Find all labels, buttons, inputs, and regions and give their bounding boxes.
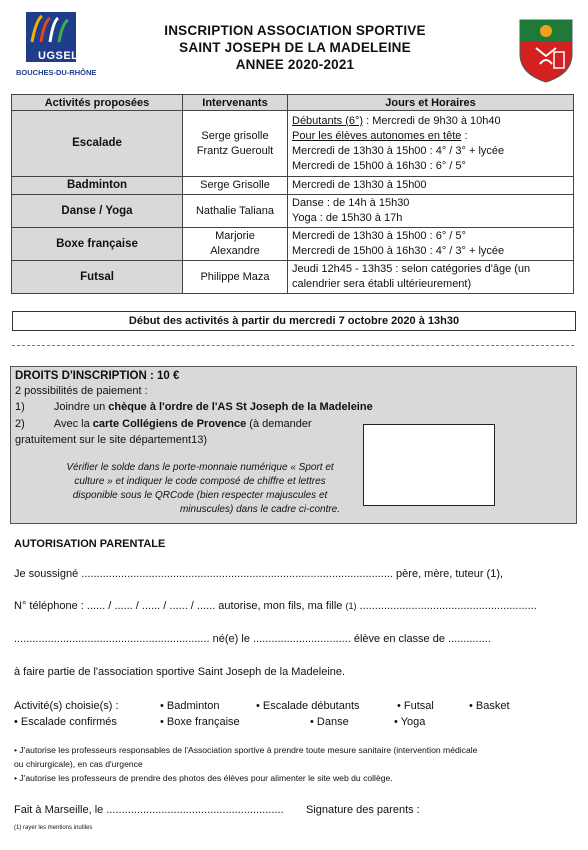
activity-choice-basket[interactable]: • Basket bbox=[469, 700, 510, 712]
activities-table bbox=[11, 94, 574, 294]
option-number: 2) bbox=[15, 418, 25, 430]
line-guardian bbox=[14, 568, 503, 580]
activity-cell: Escalade bbox=[12, 111, 183, 177]
birth-class-field[interactable]: ................................................................ né(e) le ................................ élève en classe de .............. bbox=[14, 633, 491, 645]
consent-medical-line2: ou chirurgicale), en cas d'urgence bbox=[14, 759, 143, 769]
option-text: Joindre un bbox=[53, 401, 109, 413]
dashed-divider bbox=[12, 345, 574, 346]
page-title bbox=[130, 22, 460, 73]
payment-option-2 bbox=[15, 418, 312, 430]
activity-cell: Futsal bbox=[12, 261, 183, 294]
option-text-post: (à demander bbox=[246, 418, 312, 430]
staff-cell bbox=[183, 228, 288, 261]
option-text: Avec la bbox=[53, 418, 93, 430]
title-line: ANNEE 2020-2021 bbox=[235, 57, 355, 72]
activities-label: Activité(s) choisie(s) : bbox=[14, 700, 119, 712]
qr-code-entry-box[interactable] bbox=[363, 424, 495, 506]
guardian-name-field[interactable]: Je soussigné ...................................................................................................... bbox=[14, 568, 393, 580]
staff-name: Frantz Gueroult bbox=[196, 144, 274, 157]
start-notice: Début des activités à partir du mercredi 7 octobre 2020 à 13h30 bbox=[12, 311, 576, 331]
table-row bbox=[12, 177, 574, 195]
registration-fees-box bbox=[10, 366, 577, 524]
activity-cell: Boxe française bbox=[12, 228, 183, 261]
consent-photos: • J'autorise les professeurs de prendre des photos des élèves pour alimenter le site web du collège. bbox=[14, 773, 393, 783]
payment-option-1 bbox=[15, 401, 373, 413]
activity-choice-futsal[interactable]: • Futsal bbox=[397, 700, 434, 712]
activity-choice-danse[interactable]: • Danse bbox=[310, 716, 349, 728]
fees-intro: 2 possibilités de paiement : bbox=[15, 385, 148, 397]
parental-title: AUTORISATION PARENTALE bbox=[14, 538, 166, 550]
schedule-line: Mercredi de 13h30 à 15h00 : 4° / 3° + lycée bbox=[292, 144, 505, 157]
staff-cell bbox=[183, 111, 288, 177]
activity-choice-yoga[interactable]: • Yoga bbox=[394, 716, 426, 728]
qr-instructions bbox=[41, 461, 359, 517]
ugsel-dept-label: BOUCHES-DU-RHÔNE bbox=[16, 68, 97, 77]
title-line: INSCRIPTION ASSOCIATION SPORTIVE bbox=[164, 23, 426, 38]
col-header-staff: Intervenants bbox=[183, 95, 288, 111]
crest-shield-icon bbox=[518, 18, 574, 84]
schedule-line: Yoga : de 15h30 à 17h bbox=[292, 212, 403, 224]
ugsel-figures-icon bbox=[26, 12, 76, 48]
schedule-line: Mercredi de 13h30 à 15h00 : 6° / 5° bbox=[292, 230, 466, 242]
staff-cell: Nathalie Taliana bbox=[183, 195, 288, 228]
activity-choice-escalade-debutants[interactable]: • Escalade débutants bbox=[256, 700, 360, 712]
fees-title: DROITS D'INSCRIPTION : 10 € bbox=[15, 370, 180, 382]
activity-choice-escalade-confirmes[interactable]: • Escalade confirmés bbox=[14, 716, 117, 728]
signed-at-field[interactable]: Fait à Marseille, le .......................................................... bbox=[14, 804, 284, 816]
signature-label: Signature des parents : bbox=[306, 804, 420, 816]
schedule-text: : bbox=[461, 129, 468, 142]
schedule-line: Jeudi 12h45 - 13h35 : selon catégories d'âge (un bbox=[292, 263, 531, 275]
activity-cell: Danse / Yoga bbox=[12, 195, 183, 228]
option-bold-text: chèque à l'ordre de l'AS St Joseph de la Madeleine bbox=[108, 401, 373, 413]
note-line: Vérifier le solde dans le porte-monnaie numérique « Sport et bbox=[66, 462, 334, 473]
schedule-cell bbox=[288, 261, 574, 294]
schedule-line: calendrier sera établi ultérieurement) bbox=[292, 278, 472, 290]
schedule-text: : Mercredi de 9h30 à 10h40 bbox=[363, 114, 501, 127]
option-bold-text: carte Collégiens de Provence bbox=[92, 418, 247, 430]
schedule-line: Mercredi de 15h00 à 16h30 : 4° / 3° + lycée bbox=[292, 245, 505, 257]
table-row bbox=[12, 228, 574, 261]
footnote-ref: (1) bbox=[345, 601, 357, 611]
ugsel-logo bbox=[16, 12, 97, 84]
table-header-row bbox=[12, 95, 574, 111]
col-header-activities: Activités proposées bbox=[12, 95, 183, 111]
schedule-cell bbox=[288, 195, 574, 228]
col-header-schedule: Jours et Horaires bbox=[288, 95, 574, 111]
child-name-field[interactable]: .......................................................... bbox=[356, 600, 537, 612]
ugsel-logo-text: UGSEL bbox=[38, 50, 79, 62]
guardian-relation-label: père, mère, tuteur (1), bbox=[393, 568, 504, 580]
activity-choice-badminton[interactable]: • Badminton bbox=[160, 700, 220, 712]
title-line: SAINT JOSEPH DE LA MADELEINE bbox=[179, 40, 411, 55]
table-row bbox=[12, 261, 574, 294]
association-statement: à faire partie de l'association sportive Saint Joseph de la Madeleine. bbox=[14, 666, 346, 678]
note-line: minuscules) dans le cadre ci-contre. bbox=[179, 504, 341, 515]
schedule-line: Mercredi de 15h00 à 16h30 : 6° / 5° bbox=[292, 159, 466, 172]
staff-name: Serge grisolle bbox=[201, 129, 269, 142]
staff-name: Alexandre bbox=[210, 245, 260, 257]
line-phone bbox=[14, 600, 537, 612]
schedule-underlined: Débutants (6°) bbox=[292, 114, 364, 127]
table-row bbox=[12, 111, 574, 177]
schedule-cell: Mercredi de 13h30 à 15h00 bbox=[288, 177, 574, 195]
note-line: disponible sous le QRCode (bien respecter majuscules et bbox=[72, 490, 328, 501]
schedule-line bbox=[292, 114, 569, 129]
activity-cell: Badminton bbox=[12, 177, 183, 195]
staff-name: Marjorie bbox=[215, 230, 255, 242]
footnote: (1) rayer les mentions inutiles bbox=[14, 825, 93, 831]
schedule-cell bbox=[288, 228, 574, 261]
activity-choice-boxe[interactable]: • Boxe française bbox=[160, 716, 240, 728]
table-row bbox=[12, 195, 574, 228]
payment-option-2-line2: gratuitement sur le site département13) bbox=[15, 434, 207, 446]
option-number: 1) bbox=[15, 401, 25, 413]
note-line: culture » et indiquer le code composé de chiffre et lettres bbox=[74, 476, 326, 487]
ugsel-logo-box bbox=[26, 12, 79, 62]
consent-medical-line1: • J'autorise les professeurs responsables de l'Association sportive à prendre toute mesure sanitaire (intervention médicale bbox=[14, 745, 478, 755]
schedule-underlined: Pour les élèves autonomes en tête bbox=[292, 129, 462, 142]
schedule-line: Danse : de 14h à 15h30 bbox=[292, 197, 410, 209]
staff-cell: Serge Grisolle bbox=[183, 177, 288, 195]
schedule-cell bbox=[288, 111, 574, 177]
phone-field[interactable]: N° téléphone : ...... / ...... / ...... / ...... / ...... autorise, mon fils, ma fille bbox=[14, 600, 346, 612]
schedule-line bbox=[292, 129, 569, 144]
marseille-crest-logo bbox=[518, 18, 574, 84]
staff-cell: Philippe Maza bbox=[183, 261, 288, 294]
